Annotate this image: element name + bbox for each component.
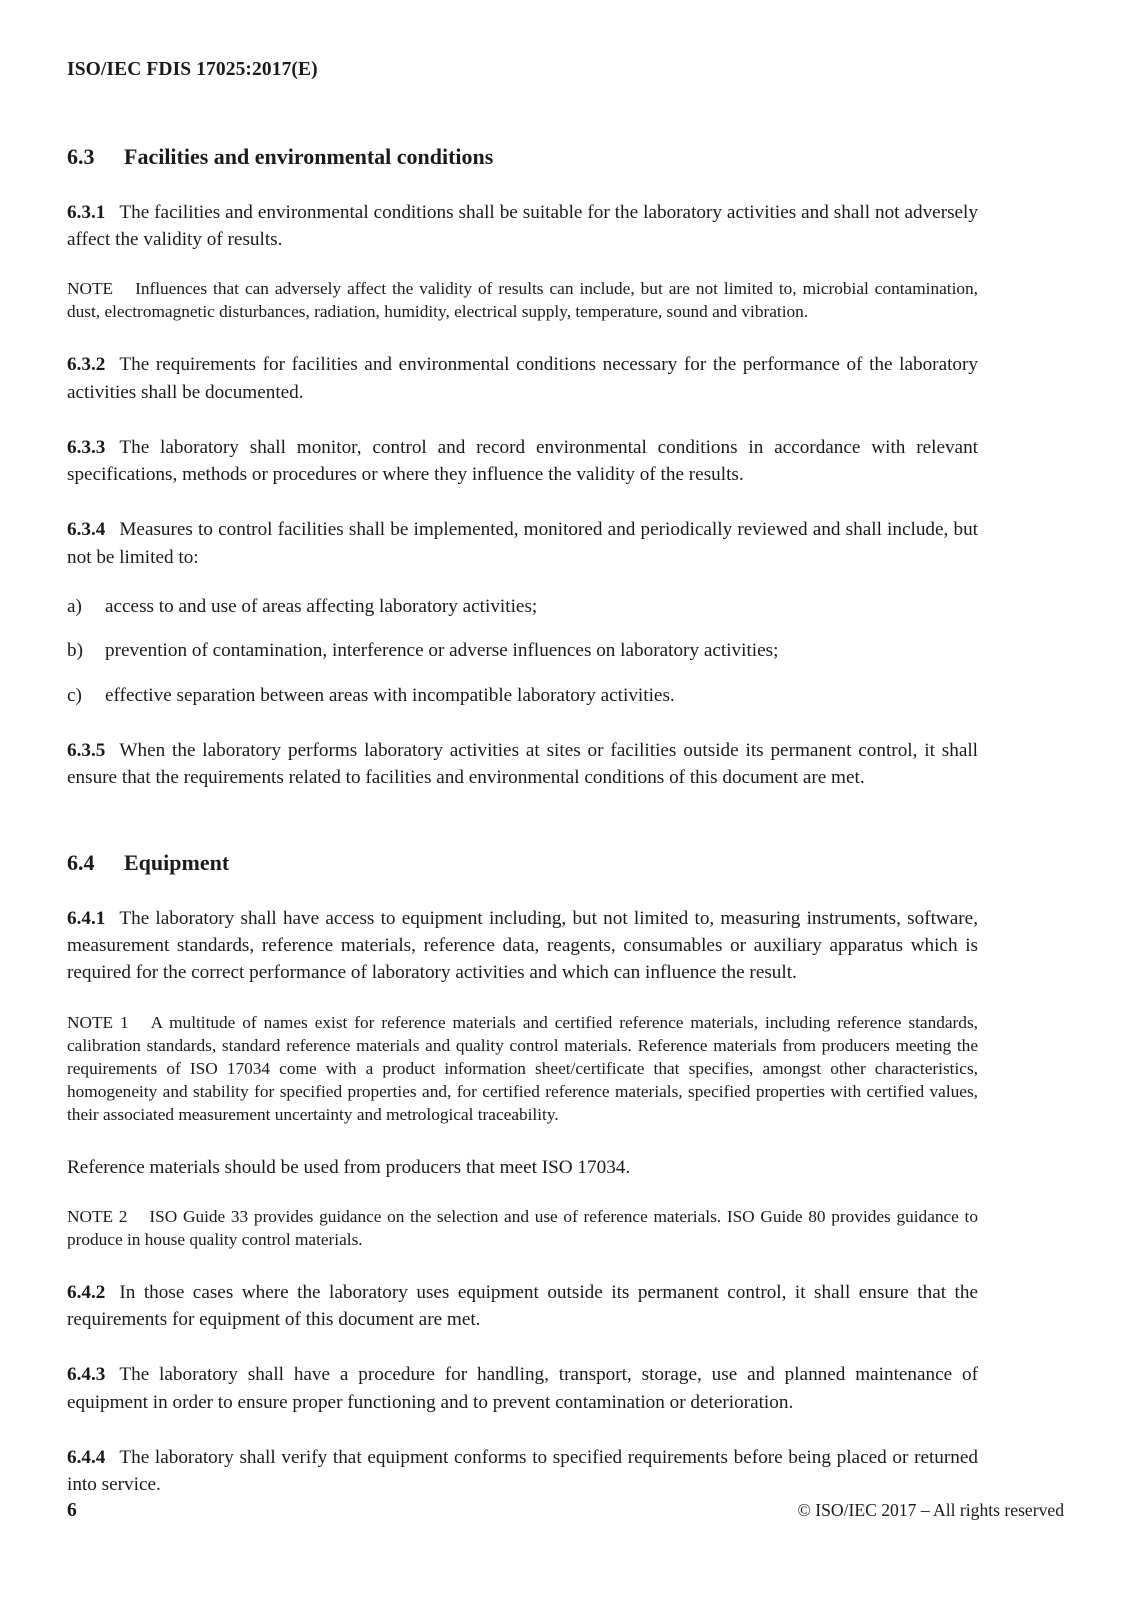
- list-item-text: effective separation between areas with incompatible laboratory activities.: [105, 684, 675, 706]
- clause-6-4-2-number: 6.4.2: [67, 1281, 106, 1303]
- list-item: [67, 593, 978, 620]
- note-6-3-1-label: NOTE: [67, 279, 114, 299]
- clause-6-4-1: [67, 905, 978, 987]
- clause-6-3-4-text: Measures to control facilities shall be implemented, monitored and periodically reviewed and shall include, but not be limited to:: [67, 519, 978, 568]
- note-2-label: NOTE 2: [67, 1206, 128, 1226]
- clause-6-4-3-text: The laboratory shall have a procedure for handling, transport, storage, use and planned maintenance of equipment in order to ensure proper functioning and to prevent contamination or deterioration.: [67, 1364, 978, 1413]
- note-1-text: A multitude of names exist for reference materials and certified reference materials, including reference standards, calibration standards, standard reference materials and quality control materials. Reference materials from producers meeting the requirements of ISO 17034 come with a product information sheet/certificate that specifies, amongst other characteristics, homogeneity and stability for specified properties and, for certified reference materials, specified properties with certified values, their associated measurement uncertainty and metrological traceability.: [67, 1012, 978, 1124]
- list-item-marker: c): [67, 684, 82, 706]
- clause-6-3-4: [67, 516, 978, 571]
- list-item-text: access to and use of areas affecting laboratory activities;: [105, 596, 538, 618]
- heading-equipment-title: Equipment: [124, 850, 230, 876]
- clause-6-3-2-text: The requirements for facilities and environmental conditions necessary for the performance of the laboratory activities shall be documented.: [67, 354, 978, 403]
- running-header: ISO/IEC FDIS 17025:2017(E): [67, 59, 318, 80]
- clause-6-3-3: [67, 434, 978, 489]
- note-1: [67, 1011, 978, 1126]
- note-2: [67, 1205, 978, 1251]
- heading-facilities: [67, 143, 978, 171]
- clause-6-4-1-text: The laboratory shall have access to equipment including, but not limited to, measuring instruments, software, measurement standards, reference materials, reference data, reagents, consumables or auxiliary apparatus which is required for the correct performance of laboratory activities and which can influence the result.: [67, 907, 978, 984]
- note-1-label: NOTE 1: [67, 1012, 129, 1032]
- clause-6-3-3-text: The laboratory shall monitor, control and record environmental conditions in accordance with relevant specifications, methods or procedures or where they influence the validity of the results.: [67, 436, 978, 486]
- note-6-3-1-text: Influences that can adversely affect the validity of results can include, but are not limited to, microbial contamination, dust, electromagnetic disturbances, radiation, humidity, electrical supply, temperature, sound and vibration.: [67, 279, 978, 322]
- clause-6-3-5-text: When the laboratory performs laboratory activities at sites or facilities outside its permanent control, it shall ensure that the requirements related to facilities and environmental conditions of this document are met.: [67, 739, 978, 789]
- clause-6-3-2: [67, 351, 978, 406]
- clause-6-3-2-number: 6.3.2: [67, 354, 106, 376]
- clause-6-4-3: [67, 1361, 978, 1416]
- heading-equipment-number: 6.4: [67, 850, 95, 876]
- clause-6-4-4-text: The laboratory shall verify that equipment conforms to specified requirements before being placed or returned into service.: [67, 1446, 978, 1496]
- clause-6-4-4: [67, 1444, 978, 1499]
- clause-6-3-4-list: [67, 593, 978, 709]
- clause-6-3-1-number: 6.3.1: [67, 201, 106, 223]
- heading-equipment: [67, 849, 978, 877]
- clause-6-3-5: [67, 737, 978, 792]
- list-item-text: prevention of contamination, interference or adverse influences on laboratory activities;: [105, 640, 779, 662]
- copyright-notice: © ISO/IEC 2017 – All rights reserved: [797, 1500, 1064, 1520]
- clause-6-3-4-number: 6.3.4: [67, 519, 106, 541]
- list-item: [67, 637, 978, 664]
- page-footer: [67, 1500, 1064, 1522]
- list-item: [67, 682, 978, 709]
- clause-6-4-2-text: In those cases where the laboratory uses equipment outside its permanent control, it shall ensure that the requirements for equipment of this document are met.: [67, 1281, 978, 1331]
- clause-6-4-1-number: 6.4.1: [67, 907, 106, 929]
- list-item-marker: a): [67, 596, 82, 618]
- clause-6-4-2: [67, 1279, 978, 1334]
- clause-6-4-3-number: 6.4.3: [67, 1364, 106, 1386]
- note-6-3-1: [67, 277, 978, 323]
- clause-6-3-1: [67, 199, 978, 254]
- heading-facilities-title: Facilities and environmental conditions: [124, 144, 494, 170]
- clause-6-3-3-number: 6.3.3: [67, 436, 106, 458]
- page-number: 6: [67, 1500, 77, 1521]
- list-item-marker: b): [67, 640, 83, 662]
- page-content: [67, 0, 978, 1499]
- clause-6-4-4-number: 6.4.4: [67, 1446, 106, 1468]
- note-2-text: ISO Guide 33 provides guidance on the selection and use of reference materials. ISO Guide 80 provides guidance to produce in house quality control materials.: [67, 1206, 978, 1249]
- heading-facilities-number: 6.3: [67, 144, 95, 170]
- clause-6-3-5-number: 6.3.5: [67, 739, 106, 761]
- reference-materials-paragraph: Reference materials should be used from producers that meet ISO 17034.: [67, 1156, 631, 1178]
- clause-6-3-1-text: The facilities and environmental conditions shall be suitable for the laboratory activities and shall not adversely affect the validity of results.: [67, 201, 978, 251]
